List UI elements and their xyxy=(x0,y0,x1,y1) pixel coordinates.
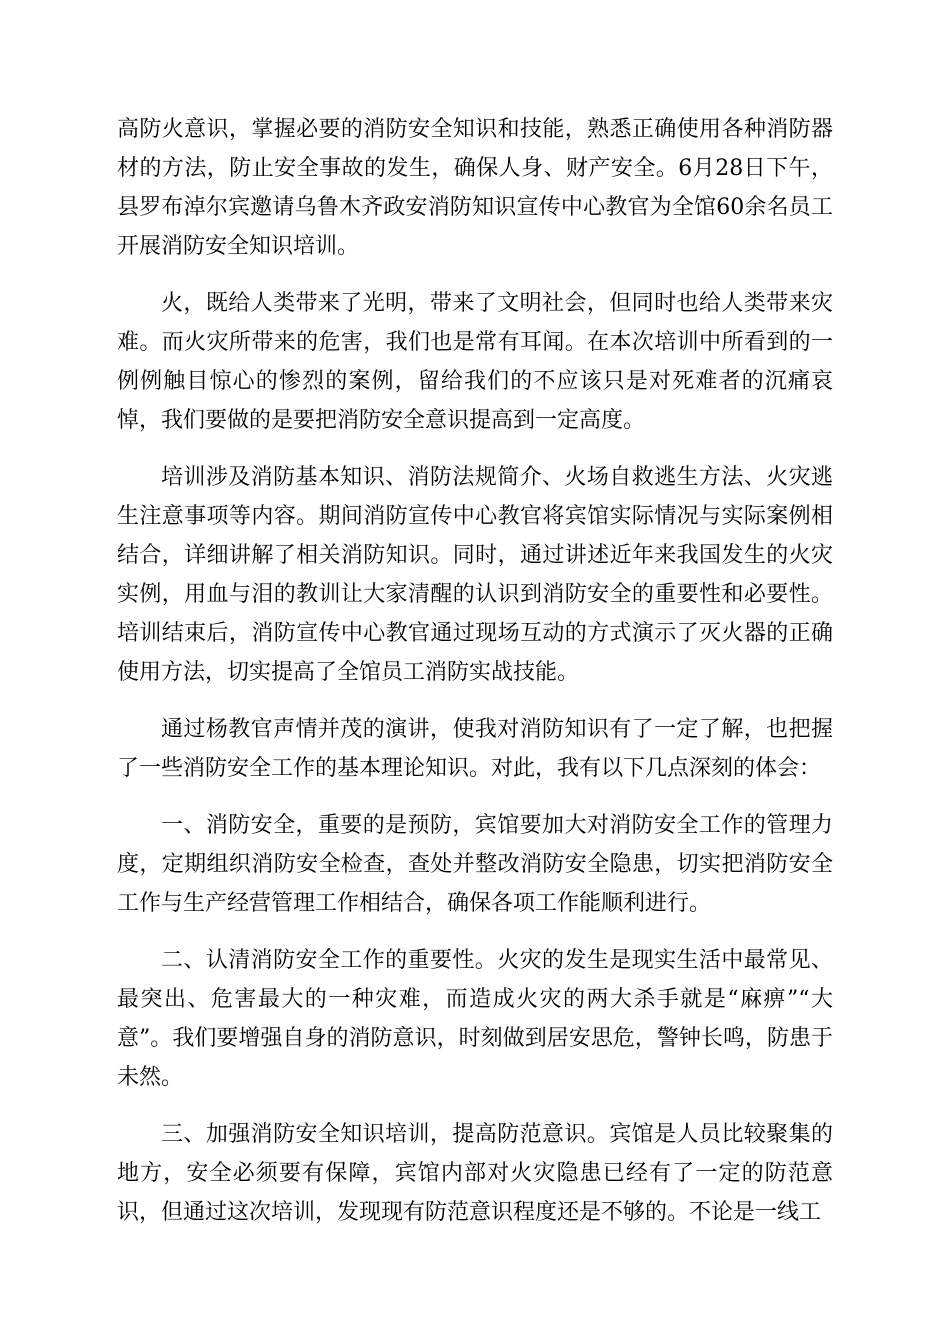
paragraph-4: 通过杨教官声情并茂的演讲，使我对消防知识有了一定了解，也把握了一些消防安全工作的基本理论知识。对此，我有以下几点深刻的体会： xyxy=(117,717,833,781)
document-body xyxy=(117,110,833,1250)
paragraph-1: 高防火意识，掌握必要的消防安全知识和技能，熟悉正确使用各种消防器材的方法，防止安全事故的发生，确保人身、财产安全。6月28日下午，县罗布淖尔宾邀请乌鲁木齐政安消防知识宣传中心教官为全馆60余名员工开展消防安全知识培训。 xyxy=(117,117,833,259)
paragraph-7: 三、加强消防安全知识培训，提高防范意识。宾馆是人员比较聚集的地方，安全必须要有保障，宾馆内部对火灾隐患已经有了一定的防范意识，但通过这次培训，发现现有防范意识程度还是不够的。不论是一线工 xyxy=(117,1122,833,1225)
paragraph-5: 一、消防安全，重要的是预防，宾馆要加大对消防安全工作的管理力度，定期组织消防安全检查，查处并整改消防安全隐患，切实把消防安全工作与生产经营管理工作相结合，确保各项工作能顺利进行。 xyxy=(117,813,833,916)
paragraph-6: 二、认清消防安全工作的重要性。火灾的发生是现实生活中最常见、最突出、危害最大的一种灾难，而造成火灾的两大杀手就是“麻痹”“大意”。我们要增强自身的消防意识，时刻做到居安思危，警钟长鸣，防患于未然。 xyxy=(117,948,833,1090)
paragraph-3: 培训涉及消防基本知识、消防法规简介、火场自救逃生方法、火灾逃生注意事项等内容。期间消防宣传中心教官将宾馆实际情况与实际案例相结合，详细讲解了相关消防知识。同时，通过讲述近年来我国发生的火灾实例，用血与泪的教训让大家清醒的认识到消防安全的重要性和必要性。培训结束后，消防宣传中心教官通过现场互动的方式演示了灭火器的正确使用方法，切实提高了全馆员工消防实战技能。 xyxy=(117,465,833,685)
paragraph-2: 火，既给人类带来了光明，带来了文明社会，但同时也给人类带来灾难。而火灾所带来的危害，我们也是常有耳闻。在本次培训中所看到的一例例触目惊心的惨烈的案例，留给我们的不应该只是对死难者的沉痛哀悼，我们要做的是要把消防安全意识提高到一定高度。 xyxy=(117,291,833,433)
